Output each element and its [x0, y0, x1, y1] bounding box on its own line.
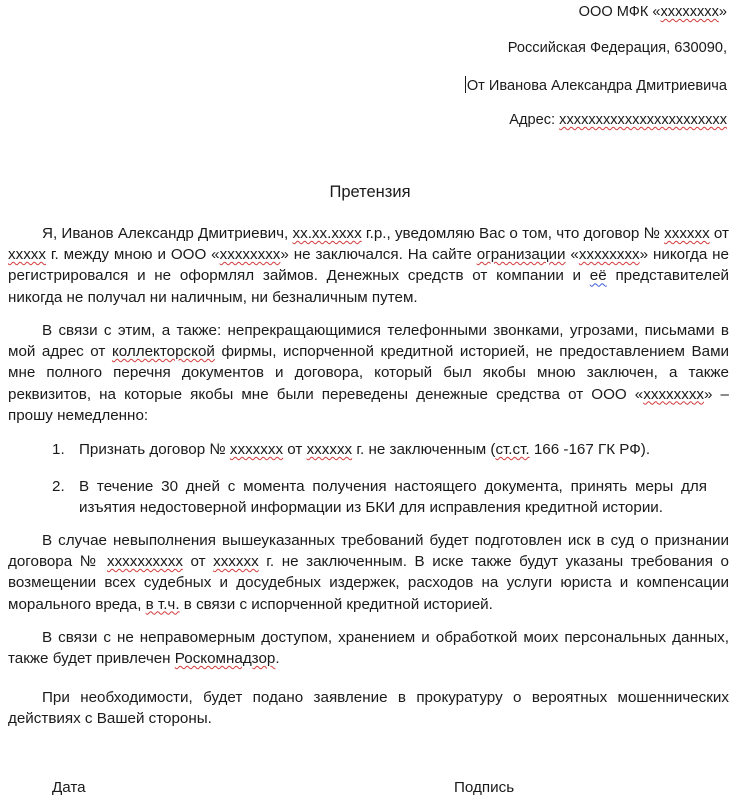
text-cursor	[465, 76, 466, 93]
date-label: Дата	[52, 779, 86, 796]
paragraph-lawsuit: В случае невыполнения вышеуказанных требований будет подготовлен иск в суд о признании договора № хххххххххх от хххххх г. не заключенным. В иске также будут указаны требования о возмещении всех судебных и досудебных издержек, расходов на услуги юриста и компенсации морального вреда, в т.ч. в связи с испорченной кредитной историей.	[8, 532, 729, 613]
recipient-address: Российская Федерация, 630090,	[507, 40, 727, 56]
paragraph-intro: Я, Иванов Александр Дмитриевич, хх.хх.хххх г.р., уведомляю Вас о том, что договор № хххххх от ххххх г. между мною и ООО «хххххххх» не заключался. На сайте огранизации «хххххххх» никогда не регистрировался и не оформлял займов. Денежных средств от компании и её представителей никогда не получал ни наличным, ни безналичным путем.	[8, 225, 729, 306]
recipient-line: ООО МФК «xxxxxxxx»	[578, 4, 727, 20]
sender-line: От Иванова Александра Дмитриевича	[466, 78, 727, 94]
list-item-text: В течение 30 дней с момента получения настоящего документа, принять меры для изъятия недостоверной информации из БКИ для исправления кредитной истории.	[79, 478, 707, 517]
paragraph-personal-data: В связи с не неправомерным доступом, хранением и обработкой моих персональных данных, также будет привлечен Роскомнадзор.	[8, 629, 729, 668]
list-number: 1.	[52, 441, 65, 458]
paragraph-prosecutor: При необходимости, будет подано заявление в прокуратуру о вероятных мошеннических действиях с Вашей стороны.	[8, 689, 729, 728]
signature-label: Подпись	[454, 779, 515, 796]
list-number: 2.	[52, 478, 65, 495]
paragraph-demands-intro: В связи с этим, а также: непрекращающимися телефонными звонками, угрозами, письмами в мой адрес от коллекторской фирмы, испорченной кредитной историей, не предоставлением Вами мне полного перечня документов и договора, который был якобы мною заключен, а также реквизитов, на которые якобы мне были переведены денежные средства от ООО «хххххххх» – прошу немедленно:	[8, 322, 729, 424]
recipient-name: xxxxxxxx	[660, 4, 719, 20]
document-title: Претензия	[329, 183, 411, 201]
sender-address: Адрес: xxxxxxxxxxxxxxxxxxxxxxx	[509, 112, 727, 128]
list-item	[52, 439, 707, 460]
sender-address-value: xxxxxxxxxxxxxxxxxxxxxxx	[559, 112, 727, 128]
list-item-text: Признать договор № ххххххх от хххххх г. не заключенным (ст.ст. 166 -167 ГК РФ).	[79, 441, 651, 458]
list-item	[52, 476, 707, 518]
